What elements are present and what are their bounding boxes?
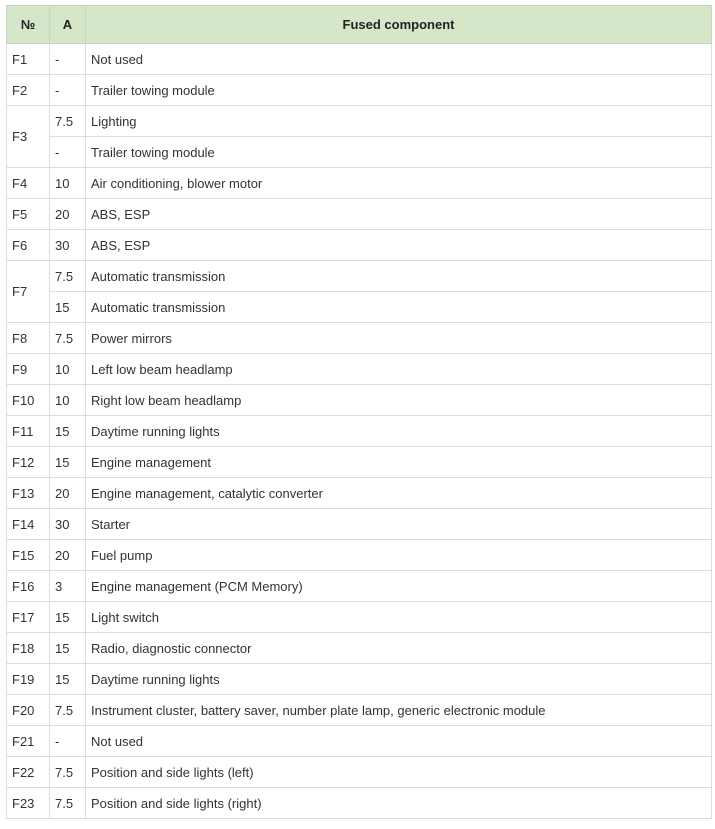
table-row xyxy=(7,695,712,726)
fuse-number-cell: F11 xyxy=(7,416,50,447)
component-cell: Position and side lights (right) xyxy=(86,788,712,819)
amperage-cell: 15 xyxy=(50,447,86,478)
fuse-number-cell: F2 xyxy=(7,75,50,106)
table-row xyxy=(7,726,712,757)
fuse-number-cell: F20 xyxy=(7,695,50,726)
amperage-cell: 15 xyxy=(50,664,86,695)
fuse-number-cell: F7 xyxy=(7,261,50,323)
header-component: Fused component xyxy=(86,6,712,44)
component-cell: Power mirrors xyxy=(86,323,712,354)
component-cell: Air conditioning, blower motor xyxy=(86,168,712,199)
component-cell: Daytime running lights xyxy=(86,664,712,695)
fuse-number-cell: F8 xyxy=(7,323,50,354)
amperage-cell: 15 xyxy=(50,416,86,447)
amperage-cell: 30 xyxy=(50,509,86,540)
component-cell: Daytime running lights xyxy=(86,416,712,447)
amperage-cell: 20 xyxy=(50,540,86,571)
fuse-number-cell: F14 xyxy=(7,509,50,540)
table-row xyxy=(7,757,712,788)
amperage-cell: 15 xyxy=(50,292,86,323)
amperage-cell: 30 xyxy=(50,230,86,261)
fuse-number-cell: F13 xyxy=(7,478,50,509)
table-row xyxy=(7,788,712,819)
component-cell: Left low beam headlamp xyxy=(86,354,712,385)
fuse-number-cell: F18 xyxy=(7,633,50,664)
amperage-cell: 10 xyxy=(50,354,86,385)
fuse-number-cell: F15 xyxy=(7,540,50,571)
table-row xyxy=(7,633,712,664)
component-cell: Right low beam headlamp xyxy=(86,385,712,416)
table-row xyxy=(7,168,712,199)
amperage-cell: 15 xyxy=(50,633,86,664)
table-header xyxy=(7,6,712,44)
fuse-number-cell: F19 xyxy=(7,664,50,695)
component-cell: Position and side lights (left) xyxy=(86,757,712,788)
amperage-cell: 7.5 xyxy=(50,757,86,788)
amperage-cell: 7.5 xyxy=(50,323,86,354)
table-row xyxy=(7,106,712,137)
table-row xyxy=(7,261,712,292)
table-row xyxy=(7,447,712,478)
fuse-number-cell: F6 xyxy=(7,230,50,261)
table-row xyxy=(7,385,712,416)
fuse-number-cell: F10 xyxy=(7,385,50,416)
amperage-cell: 20 xyxy=(50,199,86,230)
component-cell: Not used xyxy=(86,44,712,75)
table-row xyxy=(7,540,712,571)
component-cell: Radio, diagnostic connector xyxy=(86,633,712,664)
table-body xyxy=(7,44,712,819)
fuse-number-cell: F3 xyxy=(7,106,50,168)
amperage-cell: 10 xyxy=(50,168,86,199)
fuse-number-cell: F12 xyxy=(7,447,50,478)
table-row xyxy=(7,416,712,447)
fuse-number-cell: F22 xyxy=(7,757,50,788)
table-row xyxy=(7,571,712,602)
component-cell: Engine management xyxy=(86,447,712,478)
component-cell: Automatic transmission xyxy=(86,261,712,292)
table-row xyxy=(7,75,712,106)
component-cell: Not used xyxy=(86,726,712,757)
amperage-cell: 20 xyxy=(50,478,86,509)
table-row xyxy=(7,137,712,168)
fuse-number-cell: F9 xyxy=(7,354,50,385)
component-cell: Instrument cluster, battery saver, number plate lamp, generic electronic module xyxy=(86,695,712,726)
header-number: № xyxy=(7,6,50,44)
amperage-cell: 10 xyxy=(50,385,86,416)
table-row xyxy=(7,509,712,540)
table-row xyxy=(7,199,712,230)
header-amperage: A xyxy=(50,6,86,44)
table-row xyxy=(7,602,712,633)
amperage-cell: 3 xyxy=(50,571,86,602)
component-cell: Automatic transmission xyxy=(86,292,712,323)
amperage-cell: 7.5 xyxy=(50,695,86,726)
amperage-cell: 7.5 xyxy=(50,788,86,819)
component-cell: Trailer towing module xyxy=(86,75,712,106)
fuse-number-cell: F5 xyxy=(7,199,50,230)
component-cell: Lighting xyxy=(86,106,712,137)
fuse-table xyxy=(6,5,712,819)
amperage-cell: 7.5 xyxy=(50,106,86,137)
component-cell: ABS, ESP xyxy=(86,199,712,230)
component-cell: ABS, ESP xyxy=(86,230,712,261)
fuse-number-cell: F23 xyxy=(7,788,50,819)
amperage-cell: 15 xyxy=(50,602,86,633)
header-row xyxy=(7,6,712,44)
component-cell: Light switch xyxy=(86,602,712,633)
table-row xyxy=(7,230,712,261)
component-cell: Trailer towing module xyxy=(86,137,712,168)
amperage-cell: - xyxy=(50,75,86,106)
component-cell: Fuel pump xyxy=(86,540,712,571)
fuse-number-cell: F17 xyxy=(7,602,50,633)
amperage-cell: - xyxy=(50,137,86,168)
component-cell: Starter xyxy=(86,509,712,540)
fuse-number-cell: F1 xyxy=(7,44,50,75)
fuse-number-cell: F21 xyxy=(7,726,50,757)
table-row xyxy=(7,292,712,323)
table-row xyxy=(7,323,712,354)
amperage-cell: - xyxy=(50,44,86,75)
amperage-cell: 7.5 xyxy=(50,261,86,292)
table-row xyxy=(7,478,712,509)
amperage-cell: - xyxy=(50,726,86,757)
component-cell: Engine management (PCM Memory) xyxy=(86,571,712,602)
table-row xyxy=(7,44,712,75)
component-cell: Engine management, catalytic converter xyxy=(86,478,712,509)
table-row xyxy=(7,354,712,385)
table-row xyxy=(7,664,712,695)
fuse-number-cell: F4 xyxy=(7,168,50,199)
fuse-number-cell: F16 xyxy=(7,571,50,602)
